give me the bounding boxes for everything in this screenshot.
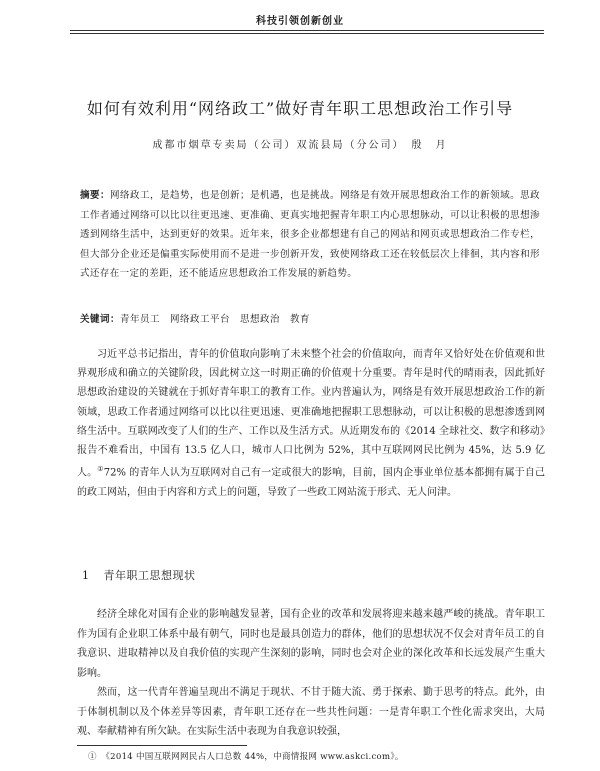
footnote-text: 《2014 中国互联网网民占人口总数 44%，中商情报网 www.askci.com》。	[105, 752, 404, 762]
section-heading	[82, 567, 196, 583]
footnote-mark: ①	[88, 752, 97, 762]
journal-section-header: 科技引领创新创业	[256, 16, 344, 27]
section-paragraph-1: 经济全球化对国有企业的影响越发显著，国有企业的改革和发展将迎来越来越严峻的挑战。青年职工作为国有企业职工体系中最有朝气，同时也是最具创造力的群体，他们的思想状况不仅会对青年员工的自我意识、进取精神以及自我价值的实现产生深刻的影响，同时也会对企业的深化改革和长远发展产生重大影响。	[77, 609, 545, 679]
footnote-rule	[77, 745, 247, 746]
header-rule-double	[70, 33, 544, 34]
intro-text: 习近平总书记指出，青年的价值取向影响了未来整个社会的价值取向，而青年又恰好处在价值观和世界观形成和确立的关键阶段，因此树立这一时期正确的价值观十分重要。青年是时代的晴雨表，因此抓好思想政治建设的关键就在于抓好青年职工的教育工作。业内普遍认为，网络是有效开展思想政治工作的新领域，思政工作者通过网络可以比以往更迅速、更准确地把握职工思想脉动，可以让积极的思想渗透到网络生活中。互联网改变了人们的生产、工作以及生活方式。从近期发布的《2014 全球社交、数字和移动》报告不难看出，中国有 13.5 亿人口，城市人口比例为 52%，其中互联网网民比例为 45%，达 5.9 亿人。	[77, 349, 545, 479]
footnote	[88, 750, 548, 762]
keywords-block	[80, 313, 540, 327]
keywords-label: 关键词：	[80, 314, 121, 325]
section-body	[77, 605, 545, 742]
abstract-block	[80, 186, 540, 284]
header-rule	[70, 30, 544, 31]
section-title: 青年职工思想现状	[103, 569, 196, 582]
abstract-text: 网络政工，是趋势，也是创新；是机遇，也是挑战。网络是有效开展思想政治工作的新领域。思政工作者通过网络可以比以往更迅速、更准确、更真实地把握青年职工内心思想脉动，可以让积极的思想渗透到网络生活中，达到更好的效果。近年来，很多企业都想建有自己的网站和网页或思想政治二作专栏，但大部分企业还是偏重实际使用而不是进一步创新开发，致使网络政工还在较低层次上徘徊，其内容和形式还存在一定的差距，还不能适应思想政治工作发展的新趋势。	[80, 190, 541, 279]
abstract-label: 摘要：	[80, 190, 111, 201]
intro-text-continued: 72% 的青年人认为互联网对自己有一定或很大的影响，目前，国内企事业单位基本都拥有属于自己的政工网站，但由于内容和方式上的问题，导致了一些政工网站流于形式、无人问津。	[77, 467, 546, 498]
section-paragraph-2: 然而，这一代青年普遍呈现出不满足于现状、不甘于随大流、勇于探索、勤于思考的特点。此外，由于体制机制以及个体差异等因素，青年职工还存在一些共性问题：一是青年职工个性化需求突出，大局观、奉献精神有所欠缺。在实际生活中表现为自我意识较强，	[77, 687, 545, 737]
section-number: 1	[82, 569, 90, 582]
author-line: 成都市烟草专卖局（公司）双流县局（分公司） 殷 月	[152, 140, 448, 151]
intro-paragraph	[77, 345, 545, 502]
article-title: 如何有效利用“网络政工”做好青年职工思想政治工作引导	[86, 99, 514, 118]
intro-body	[77, 345, 545, 502]
footnote-reference: ①	[97, 465, 104, 474]
keywords-text: 青年员工 网络政工平台 思想政治 教育	[120, 314, 311, 325]
